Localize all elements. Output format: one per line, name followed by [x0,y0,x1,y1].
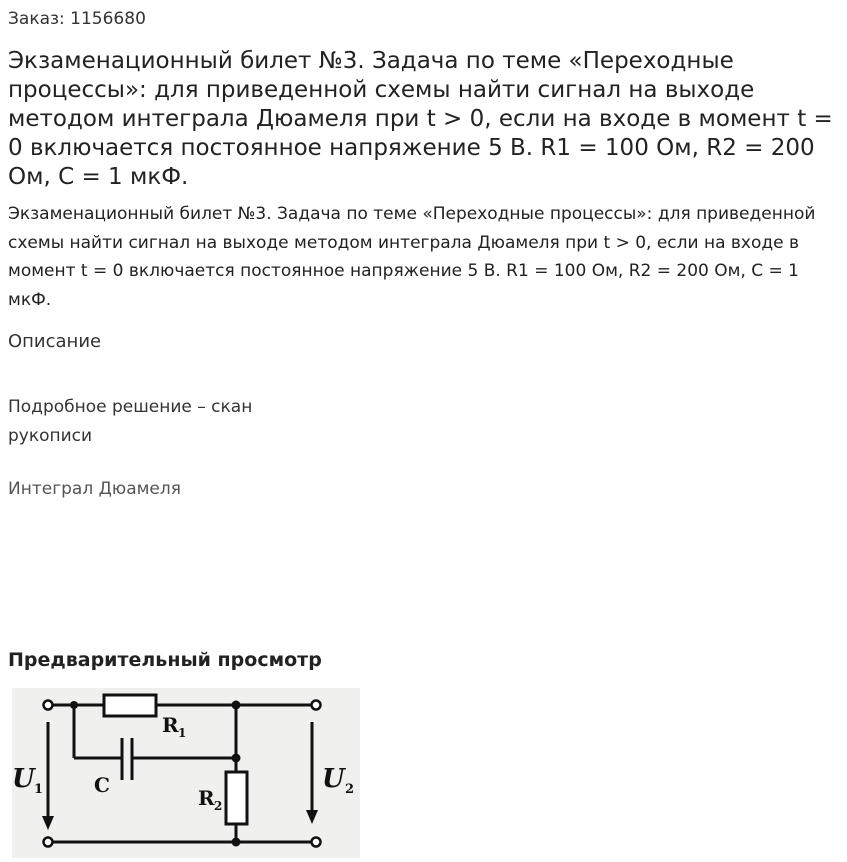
ticket-description: Экзаменационный билет №3. Задача по теме «Переходные процессы»: для приведенной схемы найти сигнал на выходе методом интеграла Дюамеля при t > 0, если на входе в момент t = 0 включается постоянное напряжение 5 В. R1 = 100 Ом, R2 = 200 Ом, С = 1 мкФ. [8,204,816,310]
junction-mid-right [232,754,241,763]
terminal-input-top [44,701,53,710]
label-r1: R [162,713,179,737]
junction-bottom-right [232,838,241,847]
label-u2-sub: 2 [345,782,355,797]
ticket-title: Экзаменационный билет №3. Задача по теме «Переходные процессы»: для приведенной схемы найти сигнал на выходе методом интеграла Дюамеля при t > 0, если на входе в момент t = 0 включается постоянное напряжение 5 В. R1 = 100 Ом, R2 = 200 Ом, С = 1 мкФ. [8,48,833,190]
solution-text: Подробное решение – скан рукописи [8,397,253,446]
label-u2: U [322,764,345,794]
order-number: Заказ: 1156680 [8,9,146,29]
resistor-r2 [226,772,247,824]
preview-heading: Предварительный просмотр [8,649,322,671]
label-r2-sub: 2 [214,799,223,813]
description-heading: Описание [8,331,102,352]
label-c: C [94,773,110,797]
junction-top-right [232,701,241,710]
junction-left [70,701,78,709]
circuit-diagram [12,688,360,858]
label-u1: U [12,764,35,794]
terminal-output-bottom [312,838,321,847]
label-r2: R [198,786,215,810]
terminal-input-bottom [44,838,53,847]
terminal-output-top [312,701,321,710]
arrow-u2-head [306,810,318,824]
topic-tag: Интеграл Дюамеля [8,479,181,499]
label-r1-sub: 1 [178,726,187,740]
label-u1-sub: 1 [34,782,44,797]
circuit-preview-image [12,688,360,858]
arrow-u1-head [42,816,54,830]
resistor-r1 [104,695,156,716]
